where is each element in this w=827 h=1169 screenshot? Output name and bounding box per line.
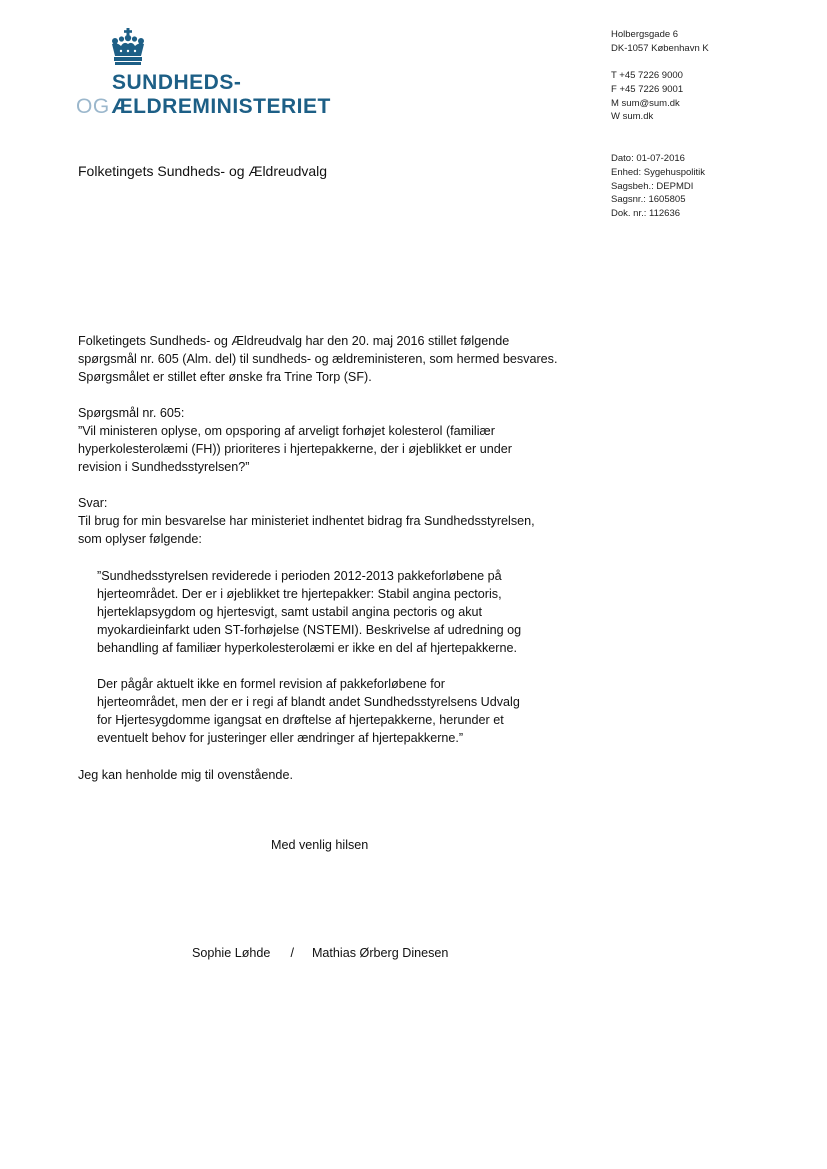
logo-og: OG [76,95,110,118]
contact-fax: F +45 7226 9001 [611,83,684,95]
meta-caseworker: Sagsbeh.: DEPMDI [611,180,694,192]
quote-line: hjerteområdet, men der er i regi af blandt andet Sundhedsstyrelsens Udvalg [97,695,520,709]
quote-paragraph-2 [97,675,520,747]
meta-document-number: Dok. nr.: 112636 [611,208,681,220]
ministry-logo [76,28,356,124]
intro-line: Spørgsmålet er stillet efter ønske fra Trine Torp (SF). [78,370,372,384]
logo-ministry-name: ÆLDREMINISTERIET [111,95,331,118]
meta-unit: Enhed: Sygehuspolitik [611,166,706,178]
signature-block [192,946,448,960]
question-line: ”Vil ministeren oplyse, om opsporing af arveligt forhøjet kolesterol (familiær [78,424,495,438]
address-city: DK-1057 København K [611,42,709,54]
question-line: hyperkolesterolæmi (FH)) prioriteres i hjertepakkerne, der i øjeblikket er under [78,442,512,456]
question-heading: Spørgsmål nr. 605: [78,406,185,420]
signer-official: Mathias Ørberg Dinesen [311,946,449,960]
recipient: Folketingets Sundheds- og Ældreudvalg [78,163,328,179]
quote-line: myokardieinfarkt uden ST-forhøjelse (NSTEMI). Beskrivelse af udredning og [97,623,522,637]
case-meta-block [611,152,705,221]
quote-line: ”Sundhedsstyrelsen reviderede i perioden 2012-2013 pakkeforløbene på [97,569,502,583]
contact-block [611,69,683,124]
quote-line: hjerteområdet. Der er i øjeblikket tre hjertepakker: Stabil angina pectoris, [97,587,502,601]
meta-case-number: Sagsnr.: 1605805 [611,194,686,206]
signer-separator: / [290,946,294,960]
quote-line: Der pågår aktuelt ikke en formel revision af pakkeforløbene for [97,677,445,691]
quote-line: eventuelt behov for justeringer eller ændringer af hjertepakkerne.” [97,731,464,745]
intro-paragraph [78,332,578,386]
answer-heading: Svar: [78,496,108,510]
signer-minister: Sophie Løhde [192,946,271,960]
contact-phone: T +45 7226 9000 [611,70,683,81]
closing-paragraph [78,766,578,784]
address-block [611,28,709,56]
quote-line: for Hjertesygdomme igangsat en drøftelse af hjertepakkerne, herunder et [97,713,504,727]
quote-line: behandling af familiær hyperkolesterolæmi er ikke en del af hjertepakkerne. [97,641,518,655]
closing-line: Jeg kan henholde mig til ovenstående. [78,768,293,782]
greeting: Med venlig hilsen [271,838,369,852]
contact-web: W sum.dk [611,111,654,123]
question-paragraph [78,404,578,476]
answer-paragraph [78,494,578,548]
logo-text-line2 [76,95,331,121]
quote-paragraph-1 [97,567,521,657]
answer-line: Til brug for min besvarelse har ministeriet indhentet bidrag fra Sundhedsstyrelsen, [78,514,535,528]
contact-mail: M sum@sum.dk [611,97,680,109]
question-line: revision i Sundhedsstyrelsen?” [78,460,250,474]
answer-line: som oplyser følgende: [78,532,202,546]
crown-icon [108,28,148,66]
logo-text-line1: SUNDHEDS- [112,71,242,94]
intro-line: Folketingets Sundheds- og Ældreudvalg har den 20. maj 2016 stillet følgende [78,334,510,348]
meta-date: Dato: 01-07-2016 [611,153,685,164]
address-street: Holbergsgade 6 [611,29,679,40]
intro-line: spørgsmål nr. 605 (Alm. del) til sundheds- og ældreministeren, som hermed besvares. [78,352,558,366]
quote-line: hjerteklapsygdom og hjertesvigt, samt ustabil angina pectoris og akut [97,605,483,619]
